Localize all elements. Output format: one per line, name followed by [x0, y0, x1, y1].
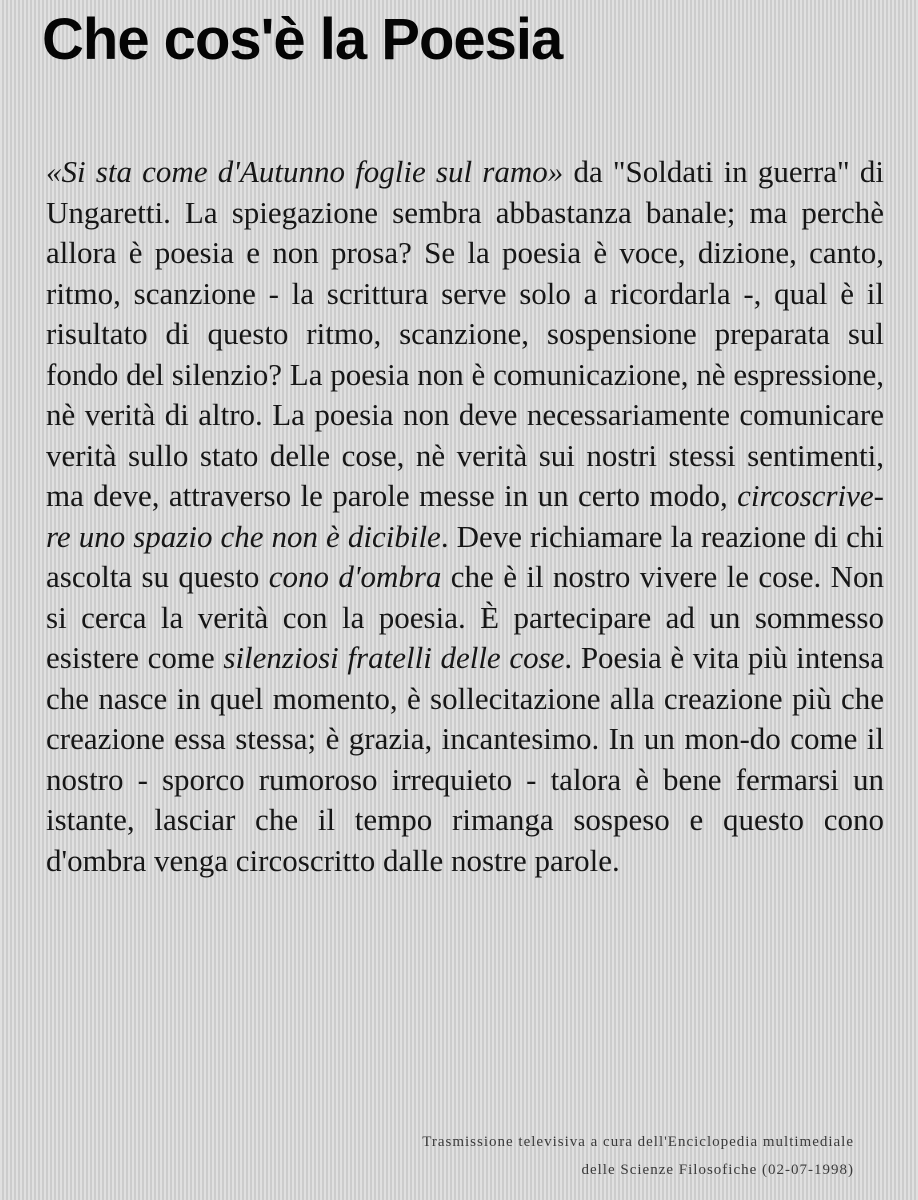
source-caption [154, 1128, 854, 1184]
quote-ungaretti: «Si sta come d'Autunno foglie sul ramo» [46, 154, 564, 189]
body-segment: da "Soldati in guerra" di Ungaretti. La spiegazione sembra abbastanza banale; ma perchè allora è poesia e non prosa? Se la poesia è voce, dizione, canto, ritmo, scanzione - la scrittura serve solo a ricordarla -, qual è il risultato di questo ritmo, scanzione, sospensione preparata sul fondo del silenzio? La poesia non è comunicazione, nè espressione, nè verità di altro. La poesia non deve necessariamente comunicare verità sullo stato delle cose, nè verità sui nostri stessi sentimenti, ma deve, attraverso le parole messe in un certo modo, [46, 154, 884, 513]
body-segment: che è il nostro vivere le cose. Non si cerca la verità con la poesia. È partecipare ad un sommesso esistere come [46, 559, 884, 675]
body-segment: . Poesia è vita più intensa che nasce in quel momento, è sollecitazione alla creazione più che creazione essa stessa; è grazia, incantesimo. In un mon-do come il nostro - sporco rumoroso irrequieto - talora è bene fermarsi un istante, lasciar che il tempo rimanga sospeso e questo cono d'ombra venga circoscritto dalle nostre parole. [46, 640, 884, 878]
article-body [46, 152, 884, 881]
emphasis-cono-d-ombra: cono d'ombra [268, 559, 442, 594]
emphasis-silenziosi-fratelli: silenziosi fratelli delle cose [223, 640, 565, 675]
emphasis-circoscrivere: circoscrive-re uno spazio che non è dicibile [46, 478, 884, 554]
caption-line-1: Trasmissione televisiva a cura dell'Enciclopedia multimediale [422, 1134, 854, 1150]
article-title: Che cos'è la Poesia [42, 7, 563, 72]
body-segment: . Deve richiamare la reazione di chi ascolta su questo [46, 518, 884, 594]
caption-line-2: delle Scienze Filosofiche (02-07-1998) [581, 1162, 854, 1178]
